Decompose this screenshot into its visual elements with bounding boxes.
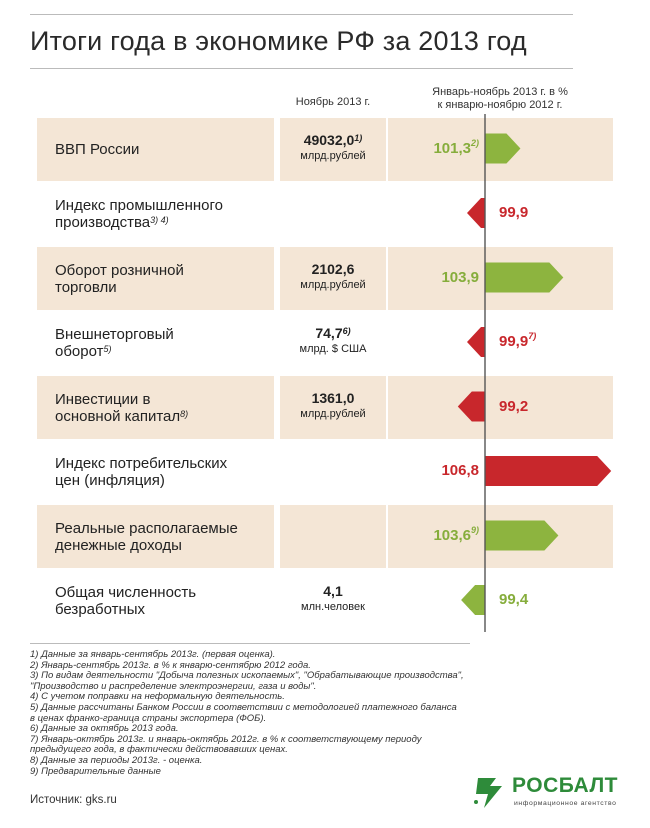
row-label-line: Общая численность: [55, 584, 197, 601]
month-value-number: 2102,6: [311, 260, 355, 277]
row-label-line: ВВП России: [55, 141, 140, 158]
month-value-number: 49032,0$^{1)}$: [303, 131, 363, 148]
month-value: [278, 261, 388, 292]
bar-arrow-1: [485, 134, 520, 164]
page-title: Итоги года в экономике РФ за 2013 год: [30, 26, 527, 56]
row-label-line: оборот$^{5)}$: [55, 343, 112, 360]
percent-label: 99,2: [499, 397, 529, 415]
row-label: [55, 455, 227, 489]
row-label-line: Внешнеторговый: [55, 326, 174, 343]
row-label-line: безработных: [55, 601, 146, 618]
percent-label: 103,9: [441, 268, 479, 286]
percent-footnote-ref: 7): [528, 331, 537, 341]
row-label-line: Реальные располагаемые: [55, 519, 238, 537]
footnote-line: 3) По видам деятельности "Добыча полезных ископаемых", "Обрабатывающие производства",: [30, 670, 464, 682]
month-value-unit: млрд. $ США: [299, 343, 367, 355]
footnote-rule: [30, 643, 470, 644]
row-label-line: Индекс промышленного: [55, 197, 223, 214]
row-label: [55, 391, 188, 425]
bar-arrow-6: [485, 456, 611, 486]
bar-arrow-7: [485, 521, 558, 551]
month-value-number: 74,7$^{6)}$: [315, 325, 351, 341]
row-label-line: Инвестиции в: [55, 390, 151, 408]
month-value-number: 4,1: [323, 583, 343, 599]
footnote-line: 2) Январь-сентябрь 2013г. в % к январю-сентябрю 2012 года.: [30, 659, 311, 671]
month-value: [278, 132, 388, 163]
percent-label: 99,9: [499, 204, 529, 221]
footnote-line: 7) Январь-октябрь 2013г. и январь-октябрь 2012г. в % к соответствующему периоду: [30, 733, 422, 745]
month-value-unit: млн.человек: [301, 601, 365, 613]
month-value-footnote-ref: 1): [354, 132, 363, 143]
footnote-line: 1) Данные за январь-сентябрь 2013г. (первая оценка).: [30, 649, 276, 660]
bar-arrow-4: [467, 327, 485, 357]
bar-arrow-2: [467, 198, 485, 228]
row-label: [55, 197, 223, 231]
percent-label: 99,9$^{7)}$: [499, 331, 537, 350]
row-label-line: цен (инфляция): [55, 472, 165, 489]
row-label: [55, 584, 196, 618]
logo-tagline: информационное агентство: [514, 800, 617, 807]
row-label: [55, 262, 184, 296]
source-line: Источник: gks.ru: [30, 794, 117, 806]
month-value-footnote-ref: 6): [342, 326, 351, 336]
row-label-line: Оборот розничной: [55, 261, 184, 279]
bar-arrow-5: [458, 392, 485, 422]
row-label-line: денежные доходы: [55, 536, 182, 554]
bar-arrow-3: [485, 263, 563, 293]
footnote-line: 5) Данные рассчитаны Банком России в соответствии с методологией платежного баланса: [30, 701, 457, 713]
month-value: [278, 583, 388, 614]
row-label-line: основной капитал$^{8)}$: [55, 407, 189, 425]
footnote-line: 4) С учетом поправки на неформальную деятельность.: [30, 691, 285, 703]
row-label-footnote-ref: 5): [103, 344, 112, 354]
footnote-line: в ценах франко-граница страны экспортера (ФОБ).: [30, 712, 267, 724]
percent-label: 101,3$^{2)}$: [433, 137, 479, 157]
footnote-line: "Производство и распределение электроэнергии, газа и воды".: [30, 680, 317, 692]
row-label-footnote-ref: 3) 4): [150, 215, 169, 225]
row-label: [55, 141, 139, 158]
row-label: [55, 326, 174, 360]
column-header-ytd-line1: Январь-ноябрь 2013 г. в %: [432, 86, 568, 98]
bar-arrow-8: [461, 585, 485, 615]
row-label-footnote-ref: 8): [180, 408, 189, 419]
month-value-unit: млрд.рублей: [300, 278, 366, 291]
footnotes: [30, 650, 490, 777]
percent-footnote-ref: 2): [470, 137, 479, 148]
logo-name: РОСБАЛТ: [512, 774, 619, 797]
footnote-line: 8) Данные за периоды 2013г. - оценка.: [30, 754, 203, 766]
percent-label: 99,4: [499, 591, 529, 608]
percent-label: 103,6$^{9)}$: [433, 524, 479, 544]
month-value-unit: млрд.рублей: [300, 407, 366, 420]
month-value-unit: млрд.рублей: [300, 149, 366, 162]
footnote-line: 9) Предварительные данные: [30, 765, 161, 777]
row-label-line: производства$^{3) 4)}$: [55, 214, 169, 231]
column-header-ytd-line2: к январю-ноябрю 2012 г.: [437, 99, 563, 111]
row-label-line: Индекс потребительских: [55, 455, 228, 472]
month-value: [278, 390, 388, 421]
row-label: [55, 520, 238, 554]
percent-label: 106,8: [441, 462, 479, 479]
percent-footnote-ref: 9): [470, 524, 479, 535]
column-header-month: Ноябрь 2013 г.: [295, 96, 371, 108]
month-value: [278, 325, 388, 356]
footnote-line: 6) Данные за октябрь 2013 года.: [30, 723, 179, 735]
row-label-line: торговли: [55, 278, 117, 296]
footnote-line: предыдущего года, в фактически действовавших ценах.: [30, 744, 288, 756]
month-value-number: 1361,0: [311, 389, 355, 406]
